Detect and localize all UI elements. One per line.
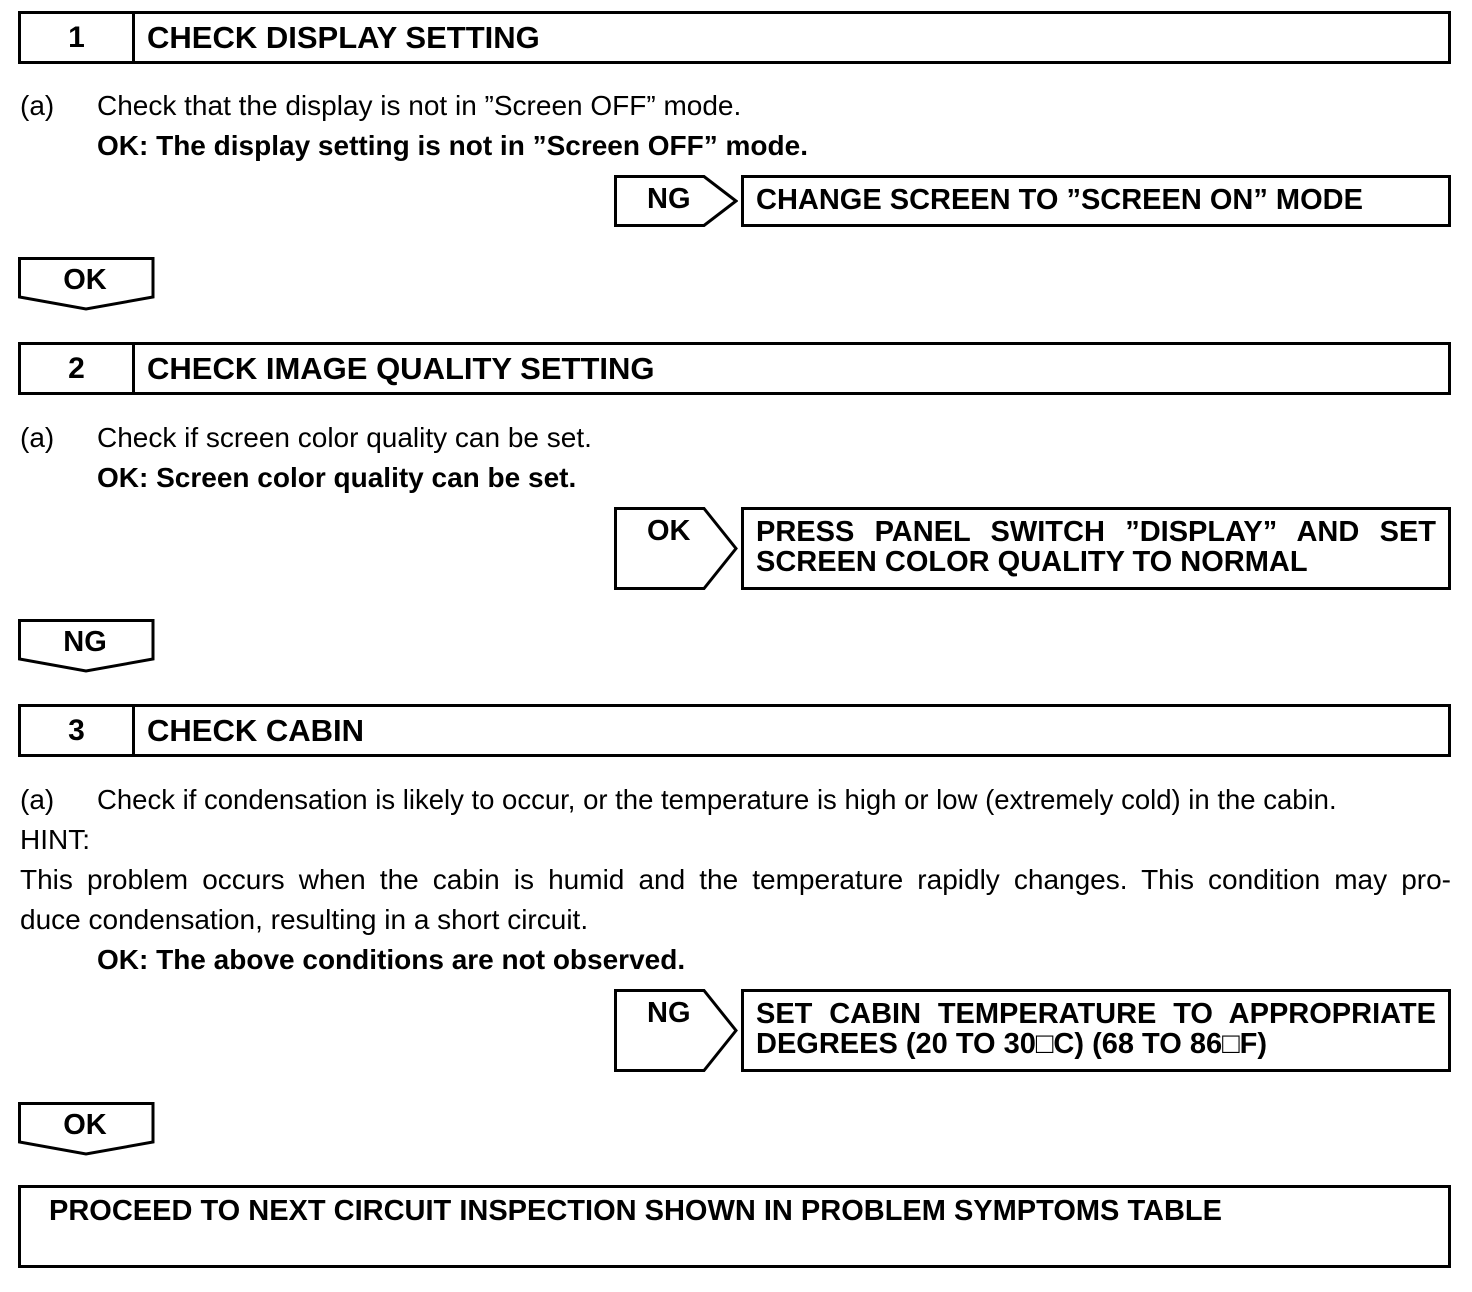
step-1-continue-arrow (18, 257, 156, 311)
step-2-title: CHECK IMAGE QUALITY SETTING (147, 350, 655, 386)
step-2-number: 2 (21, 345, 135, 392)
step-1-branch-label: NG (647, 183, 691, 215)
step-3-instruction: Check if condensation is likely to occur, or the temperature is high or low (extremely cold) in the cabin. (97, 784, 1337, 815)
step-1-continue-label: OK (63, 264, 107, 296)
step-2-branch-action-line-1: PRESS PANEL SWITCH ”DISPLAY” AND SET (756, 516, 1436, 548)
step-3-number: 3 (21, 707, 135, 754)
step-2-ok-condition: OK: Screen color quality can be set. (97, 462, 577, 493)
step-2-branch-pointer (614, 507, 738, 590)
step-2-header (18, 342, 1451, 395)
final-action-box (18, 1185, 1451, 1268)
step-1-branch-action (741, 175, 1451, 227)
step-3-branch-label: NG (647, 997, 691, 1029)
step-2-branch-action-line-2: SCREEN COLOR QUALITY TO NORMAL (756, 546, 1308, 578)
step-3-continue-label: OK (63, 1109, 107, 1141)
step-2-sub-label: (a) (20, 422, 55, 453)
step-3-ok-condition: OK: The above conditions are not observed. (97, 944, 686, 975)
step-1-title: CHECK DISPLAY SETTING (147, 19, 540, 55)
step-3-hint-line-1: This problem occurs when the cabin is humid and the temperature rapidly changes. This condition may pro- (20, 864, 1451, 895)
step-3-branch-pointer (614, 989, 738, 1072)
step-1-branch-action-line: CHANGE SCREEN TO ”SCREEN ON” MODE (756, 184, 1363, 216)
step-1-branch-pointer (614, 175, 738, 227)
step-2-branch-action (741, 507, 1451, 590)
final-action-text: PROCEED TO NEXT CIRCUIT INSPECTION SHOWN IN PROBLEM SYMPTOMS TABLE (49, 1195, 1222, 1227)
step-2-continue-label: NG (63, 626, 107, 658)
step-3-branch-action (741, 989, 1451, 1072)
step-1-instruction: Check that the display is not in ”Screen OFF” mode. (97, 90, 742, 121)
step-1-sub-label: (a) (20, 90, 55, 121)
step-3-header (18, 704, 1451, 757)
step-1-number: 1 (21, 14, 135, 61)
step-3-hint-label: HINT: (20, 824, 90, 855)
step-3-continue-arrow (18, 1102, 156, 1156)
step-3-branch-action-line-1: SET CABIN TEMPERATURE TO APPROPRIATE (756, 998, 1436, 1030)
step-2-continue-arrow (18, 619, 156, 673)
step-2-branch-label: OK (647, 515, 691, 547)
step-2-instruction: Check if screen color quality can be set. (97, 422, 592, 453)
step-3-sub-label: (a) (20, 784, 55, 815)
step-1-header (18, 11, 1451, 64)
step-3-title: CHECK CABIN (147, 712, 364, 748)
step-1-ok-condition: OK: The display setting is not in ”Screen OFF” mode. (97, 130, 808, 161)
step-3-branch-action-line-2: DEGREES (20 TO 30□C) (68 TO 86□F) (756, 1028, 1267, 1060)
step-3-hint-line-2: duce condensation, resulting in a short circuit. (20, 904, 589, 935)
